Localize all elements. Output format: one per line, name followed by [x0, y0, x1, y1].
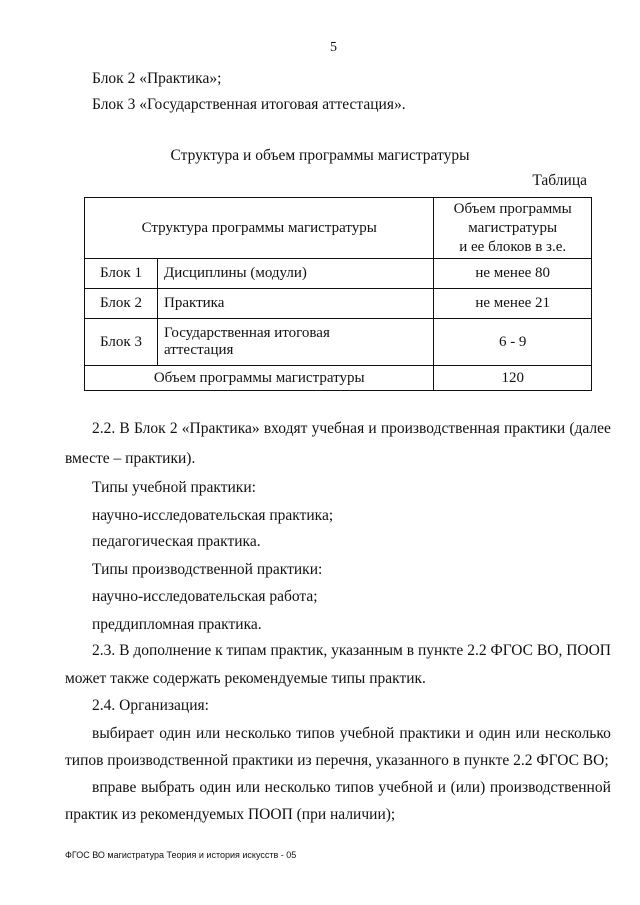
intro-line-block3: Блок 3 «Государственная итоговая аттестация». [92, 96, 406, 113]
production-practice-types-title: Типы производственной практики: [92, 561, 323, 578]
word: В [119, 420, 130, 437]
word: к [215, 642, 223, 659]
study-practice-type-1: научно-исследовательская практика; [92, 507, 334, 524]
word: несколько [225, 725, 292, 742]
block-name-cell [158, 319, 434, 366]
word: 2 [169, 420, 178, 437]
study-practice-types-title: Типы учебной практики: [92, 479, 256, 496]
intro-line-block2: Блок 2 «Практика»; [92, 70, 222, 87]
word: и [437, 779, 446, 796]
total-value-cell: 120 [434, 366, 592, 391]
word: или [235, 779, 261, 796]
block-name-line: аттестация [164, 342, 234, 358]
production-practice-type-1: научно-исследовательская работа; [92, 588, 318, 605]
table-label: Таблица [532, 172, 587, 189]
structure-table [84, 197, 592, 391]
word: «Практика» [181, 420, 260, 437]
paragraph-2-3 [92, 642, 611, 660]
word: ФГОС [490, 642, 534, 659]
word: учебной [339, 725, 395, 742]
block-cell: Блок 3 [85, 319, 158, 366]
paragraph-2-2-continuation: вместе – практики). [65, 450, 196, 467]
word: и [368, 420, 377, 437]
word: практик, [270, 642, 328, 659]
header-volume [434, 198, 592, 259]
header-volume-line: Объем программы [453, 200, 572, 217]
word: выбирает [92, 725, 155, 742]
word: в [406, 642, 415, 659]
word: или [515, 725, 540, 742]
word: указанным [331, 642, 403, 659]
word: несколько [544, 725, 611, 742]
paragraph-2-4-item-1 [92, 725, 611, 743]
table-row [85, 289, 592, 319]
word: учебной [378, 779, 434, 796]
word: 2.3. [92, 642, 116, 659]
block-name-cell: Практика [158, 289, 434, 319]
production-practice-type-2: преддипломная практика. [92, 616, 262, 633]
word: (далее [569, 420, 611, 437]
word: и [465, 725, 474, 742]
word: пункте [417, 642, 464, 659]
word: 2.2 [467, 642, 487, 659]
paragraph-2-3-continuation: может также содержать рекомендуемые типы практик. [65, 670, 426, 687]
table-header-row [85, 198, 592, 259]
block-cell: Блок 2 [85, 289, 158, 319]
word: типов [296, 725, 335, 742]
paragraph-2-2 [92, 420, 611, 438]
table-row [85, 319, 592, 366]
block-volume-cell: не менее 80 [434, 259, 592, 289]
word: типов [335, 779, 374, 796]
study-practice-type-2: педагогическая практика. [92, 533, 261, 550]
page-number: 5 [330, 40, 337, 55]
word: один [159, 725, 191, 742]
header-structure: Структура программы магистратуры [85, 198, 434, 259]
word: Блок [133, 420, 166, 437]
paragraph-2-4-title: 2.4. Организация: [92, 697, 209, 714]
word: дополнение [133, 642, 212, 659]
word: типам [226, 642, 267, 659]
word: ПООП [566, 642, 611, 659]
total-label-cell: Объем программы магистратуры [85, 366, 434, 391]
block-volume-cell: 6 - 9 [434, 319, 592, 366]
word: один [478, 725, 511, 742]
table-caption: Структура и объем программы магистратуры [170, 147, 470, 164]
word: входят [263, 420, 308, 437]
block-cell: Блок 1 [85, 259, 158, 289]
block-name-cell: Дисциплины (модули) [158, 259, 434, 289]
word: практики [399, 725, 461, 742]
word: ВО, [536, 642, 563, 659]
page-footer: ФГОС ВО магистратура Теория и история искусств - 05 [65, 850, 297, 860]
word: несколько [264, 779, 331, 796]
block-name-line: Государственная итоговая [164, 325, 330, 341]
paragraph-2-4-item-2 [92, 779, 611, 797]
word: производственная [380, 420, 500, 437]
table-row [85, 259, 592, 289]
header-volume-line: магистратуры [468, 219, 558, 236]
word: учебная [311, 420, 365, 437]
word: (или) [450, 779, 486, 796]
paragraph-2-4-item-2-continuation: практик из рекомендуемых ПООП (при наличии); [65, 806, 396, 823]
word: выбрать [140, 779, 195, 796]
block-volume-cell: не менее 21 [434, 289, 592, 319]
word: вправе [92, 779, 137, 796]
header-volume-line: и ее блоков в з.е. [459, 238, 567, 255]
paragraph-2-4-item-1-continuation: типов производственной практики из перечня, указанного в пункте 2.2 ФГОС ВО; [65, 752, 609, 769]
word: практики [504, 420, 566, 437]
word: один [199, 779, 232, 796]
word: 2.2. [92, 420, 116, 437]
word: В [119, 642, 130, 659]
word: или [195, 725, 221, 742]
word: производственной [489, 779, 611, 796]
table-total-row [85, 366, 592, 391]
